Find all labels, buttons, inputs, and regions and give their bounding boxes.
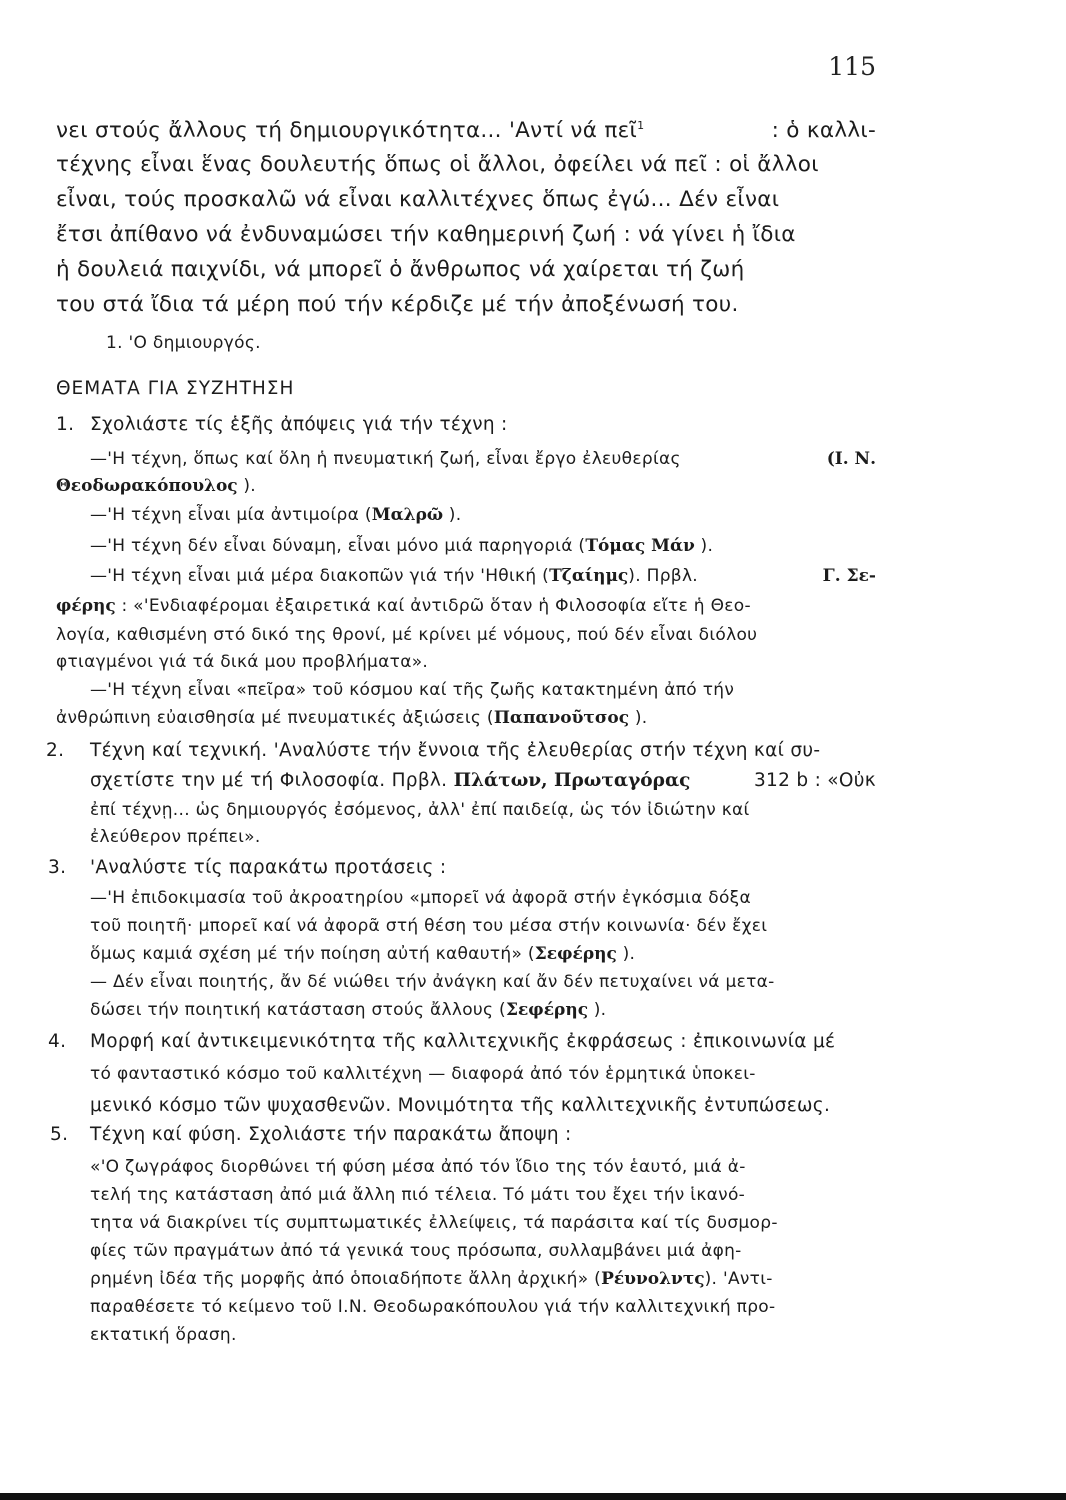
paragraph-line-1: νει στούς ἄλλους τή δημιουργικότητα... 'Αντί νά πεῖ$^1$ : ὁ καλλι-	[56, 118, 876, 143]
item-3-title: 'Αναλύστε τίς παρακάτω προτάσεις :	[90, 857, 447, 878]
item-4-line-2: τό φανταστικό κόσμο τοῦ καλλιτέχνη — διαφορά ἀπό τόν ἑρμητικά ὑποκει-	[90, 1064, 756, 1084]
footnote-mark: 1	[637, 118, 645, 132]
quote-1d: —'Η τέχνη εἶναι μιά μέρα διακοπῶν γιά τήν 'Ηθική (Τζαίημς). Πρβλ. Γ. Σε-	[90, 566, 876, 586]
item-number-3: 3.	[48, 857, 67, 878]
quote-3a-line-2: τοῦ ποιητῆ· μπορεῖ καί νά ἀφορᾶ στή θέση του μέσα στήν κοινωνία· δέν ἔχει	[90, 916, 768, 936]
quote-1d-line-2: φέρης : «'Ενδιαφέρομαι ἐξαιρετικά καί ἀντιδρῶ ὅταν ἡ Φιλοσοφία εἴτε ἡ Θεο-	[56, 596, 751, 616]
page-number: 115	[828, 52, 876, 81]
quote-1b: —'Η τέχνη εἶναι μία ἀντιμοίρα (Μαλρῶ ).	[90, 505, 462, 525]
paragraph-line-4: ἔτσι ἀπίθανο νά ἐνδυναμώσει τήν καθημερινή ζωή : νά γίνει ἡ ἴδια	[56, 222, 796, 247]
quote-3a-line-1: —'Η ἐπιδοκιμασία τοῦ ἀκροατηρίου «μπορεῖ νά ἀφορᾶ στήν ἐγκόσμια δόξα	[90, 888, 751, 908]
item-5-line-3: τελή της κατάσταση ἀπό μιά ἄλλη πιό τέλεια. Τό μάτι του ἔχει τήν ἱκανό-	[90, 1185, 746, 1205]
quote-3b-line-1: — Δέν εἶναι ποιητής, ἄν δέ νιώθει τήν ἀνάγκη καί ἄν δέν πετυχαίνει νά μετα-	[90, 972, 775, 992]
item-1-title: Σχολιάστε τίς ἑξῆς ἀπόψεις γιά τήν τέχνη :	[90, 414, 508, 435]
quote-3b-line-2: δώσει τήν ποιητική κατάσταση στούς ἄλλους (Σεφέρης ).	[90, 1000, 607, 1020]
item-5-line-4: τητα νά διακρίνει τίς συμπτωματικές ἐλλείψεις, τά παράσιτα καί τίς δυσμορ-	[90, 1213, 778, 1233]
quote-1a-author-line: Θεοδωρακόπουλος ).	[56, 476, 257, 496]
item-5-line-2: «'Ο ζωγράφος διορθώνει τή φύση μέσα ἀπό τόν ἴδιο της τόν ἑαυτό, μιά ἀ-	[90, 1157, 746, 1177]
paragraph-line-3: εἶναι, τούς προσκαλῶ νά εἶναι καλλιτέχνες ὅπως ἐγώ... Δέν εἶναι	[56, 187, 780, 212]
scan-bottom-edge	[0, 1493, 1066, 1500]
item-number-2: 2.	[46, 740, 65, 761]
item-2-line-4: ἐλεύθερον πρέπει».	[90, 827, 261, 847]
item-4-line-3: μενικό κόσμο τῶν ψυχασθενῶν. Μονιμότητα τῆς καλλιτεχνικῆς ἐντυπώσεως.	[90, 1095, 831, 1116]
quote-1e-line-2: ἀνθρώπινη εὐαισθησία μέ πνευματικές ἀξιώσεις (Παπανοῦτσος ).	[56, 708, 648, 728]
quote-1d-line-4: φτιαγμένοι γιά τά δικά μου προβλήματα».	[56, 652, 429, 672]
quote-1a: —'Η τέχνη, ὅπως καί ὅλη ἡ πνευματική ζωή, εἶναι ἔργο ἐλευθερίας (Ι. Ν.	[90, 449, 876, 469]
quote-1e: —'Η τέχνη εἶναι «πεῖρα» τοῦ κόσμου καί τῆς ζωῆς κατακτημένη ἀπό τήν	[90, 680, 735, 700]
item-2-line-1: Τέχνη καί τεχνική. 'Αναλύστε τήν ἔννοια τῆς ἐλευθερίας στήν τέχνη καί συ-	[90, 740, 821, 761]
item-5-line-5: φίες τῶν πραγμάτων ἀπό τά γενικά τους πρόσωπα, συλλαμβάνει μιά ἀφη-	[90, 1241, 742, 1261]
item-5-line-7: παραθέσετε τό κείμενο τοῦ Ι.Ν. Θεοδωρακόπουλου γιά τήν καλλιτεχνική προ-	[90, 1297, 776, 1317]
item-2-line-3: ἐπί τέχνῃ... ὡς δημιουργός ἐσόμενος, ἀλλ' ἐπί παιδείᾳ, ὡς τόν ἰδιώτην καί	[90, 800, 750, 820]
paragraph-line-5: ἡ δουλειά παιχνίδι, νά μπορεῖ ὁ ἄνθρωπος νά χαίρεται τή ζωή	[56, 257, 745, 282]
item-4-line-1: Μορφή καί ἀντικειμενικότητα τῆς καλλιτεχνικῆς ἐκφράσεως : ἐπικοινωνία μέ	[90, 1031, 836, 1052]
item-number-1: 1.	[56, 414, 75, 435]
item-number-4: 4.	[48, 1031, 67, 1052]
quote-3a-line-3: ὅμως καμιά σχέση μέ τήν ποίηση αὐτή καθαυτή» (Σεφέρης ).	[90, 944, 636, 964]
item-2-line-2: σχετίστε την μέ τή Φιλοσοφία. Πρβλ. Πλάτων, Πρωταγόρας 312 b : «Οὐκ	[90, 770, 876, 791]
quote-1c: —'Η τέχνη δέν εἶναι δύναμη, εἶναι μόνο μιά παρηγοριά (Τόμας Μάν ).	[90, 536, 714, 556]
section-title: ΘΕΜΑΤΑ ΓΙΑ ΣΥΖΗΤΗΣΗ	[56, 378, 295, 399]
paragraph-line-2: τέχνης εἶναι ἕνας δουλευτής ὅπως οἱ ἄλλοι, ὀφείλει νά πεῖ : οἱ ἄλλοι	[56, 152, 819, 177]
item-5-line-1: Τέχνη καί φύση. Σχολιάστε τήν παρακάτω ἄποψη :	[90, 1124, 572, 1145]
footnote: 1. 'Ο δημιουργός.	[106, 333, 261, 353]
quote-1d-line-3: λογία, καθισμένη στό δικό της θρονί, μέ κρίνει μέ νόμους, πού δέν εἶναι διόλου	[56, 625, 758, 645]
item-5-line-6: ρημένη ἰδέα τῆς μορφῆς ἀπό ὁποιαδήποτε ἄλλη ἀρχική» (Ρέυνολντς). 'Αντι-	[90, 1269, 773, 1289]
item-5-line-8: εκτατική ὅραση.	[90, 1325, 237, 1345]
paragraph-line-6: του στά ἴδια τά μέρη πού τήν κέρδιζε μέ τήν ἀποξένωσή του.	[56, 292, 739, 317]
item-number-5: 5.	[50, 1124, 69, 1145]
